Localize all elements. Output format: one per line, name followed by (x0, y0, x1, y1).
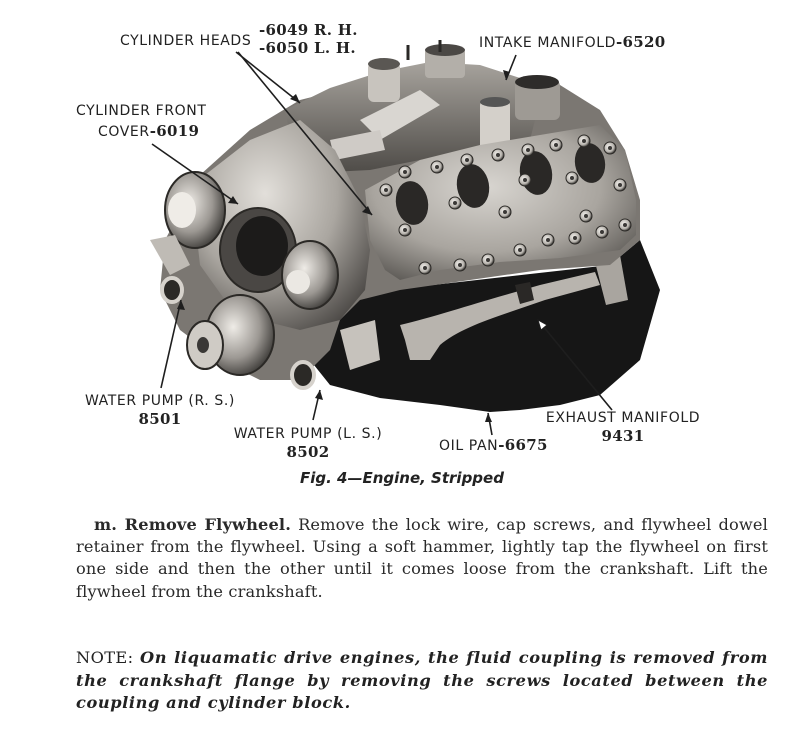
water-pump-ls-part: 8502 (286, 443, 330, 461)
note-label: NOTE: (76, 648, 134, 667)
callout-cylinder-front-cover-line1 (76, 103, 207, 119)
cylinder-heads-part-lh: -6050 L. H. (259, 39, 356, 57)
section-paragraph (76, 514, 768, 603)
water-outlet-ls (292, 362, 314, 388)
cylinder-heads-part-rh: -6049 R. H. (259, 21, 358, 39)
exhaust-manifold-label: EXHAUST MANIFOLD (545, 410, 701, 426)
exhaust-manifold-part: 9431 (601, 427, 645, 445)
note-block (76, 647, 768, 715)
section-body (76, 514, 768, 603)
callout-oil-pan (439, 437, 548, 454)
note-text: On liquamatic drive engines, the fluid coupling is removed from the crankshaft flange by removing the screws located between the coupling and cylinder block. (76, 648, 768, 713)
callout-cylinder-front-cover-line2 (98, 123, 199, 140)
callout-intake-manifold (479, 34, 666, 51)
cylinder-heads-label: CYLINDER HEADS (120, 33, 252, 49)
cylinder-front-cover-label-line2: COVER (98, 124, 150, 140)
intake-manifold-label: INTAKE MANIFOLD (479, 35, 617, 51)
section-paragraph-text: Remove the lock wire, cap screws, and flywheel dowel retainer from the flywheel. Using a soft hammer, lightly tap the flywheel on first one side and then the other until it comes loose from the crankshaft. Lift the flywheel from the crankshaft. (76, 515, 768, 601)
callout-cylinder-heads (120, 33, 251, 49)
section-heading: m. Remove Flywheel. (94, 515, 291, 534)
callout-water-pump-rs (80, 393, 240, 427)
water-pump-rs-part: 8501 (138, 410, 182, 428)
cylinder-front-cover-label-line1: CYLINDER FRONT (76, 103, 207, 119)
intake-manifold-part: -6520 (616, 33, 666, 51)
water-outlet-rs (162, 278, 182, 302)
water-pump-rs-label: WATER PUMP (R. S.) (85, 393, 235, 409)
oil-pan-label: OIL PAN (439, 438, 499, 454)
callout-exhaust-manifold (543, 410, 703, 444)
oil-pan-part: -6675 (498, 436, 548, 454)
figure-caption: Fig. 4—Engine, Stripped (300, 469, 504, 487)
water-pump-ls-label: WATER PUMP (L. S.) (233, 426, 383, 442)
callout-water-pump-ls (228, 426, 388, 460)
cylinder-front-cover-part: -6019 (149, 122, 200, 140)
